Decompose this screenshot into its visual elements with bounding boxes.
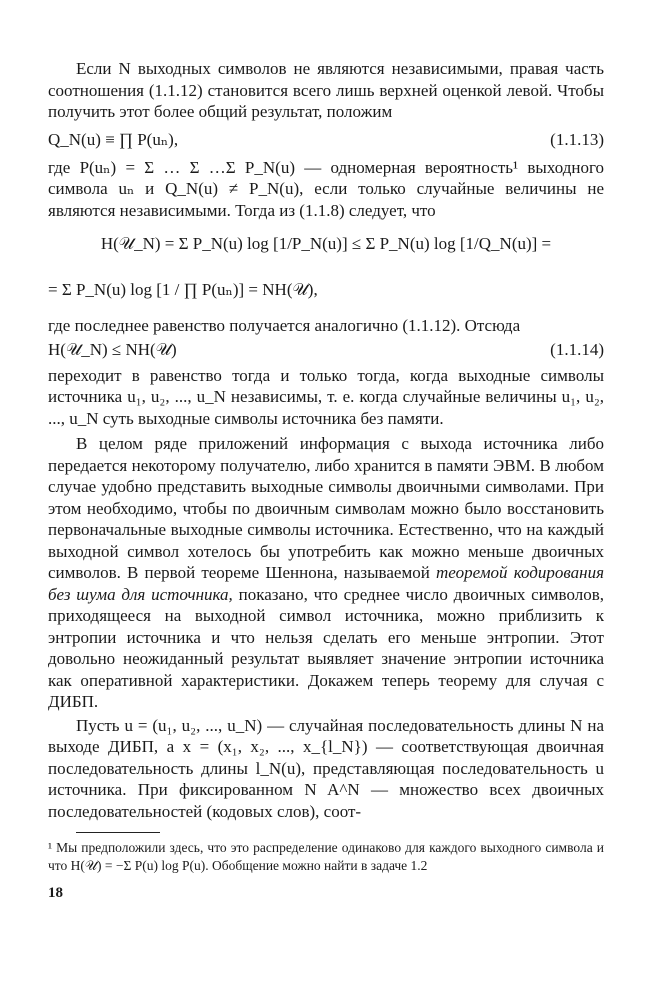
- paragraph-4: переходит в равенство тогда и только тогда, когда выходные символы источника u₁, u₂, ..., u_N независимы, т. е. когда случайные величины u₁, u₂, ..., u_N суть выходные символы источника без памяти.: [48, 365, 604, 428]
- equation-body: Q_N(u) ≡ ∏ P(uₙ),: [48, 129, 179, 149]
- paragraph-2: где P(uₙ) = Σ … Σ …Σ P_N(u) — одномерная вероятность¹ выходного символа uₙ и Q_N(u) ≠ P_N(u), если только случайные величины не являются независимыми. Тогда из (1.1.8) следует, что: [48, 157, 604, 220]
- paragraph-5-text: В целом ряде приложений информация с выхода источника либо передается некоторому получателю, либо хранится в памяти ЭВМ. В любом случае удобно представить выходные символы двоичными символами. При этом необходимо, чтобы по двоичным символам можно было восстановить первоначальные выходные символы источника. Естественно, что на каждый выходной символ хотелось бы употребить как можно меньше двоичных символов. В первой теореме Шеннона, называемой: [48, 434, 604, 582]
- footnote: ¹ Мы предположили здесь, что это распределение одинаково для каждого выходного символа и что H(𝒰) = −Σ P(u) log P(u). Обобщение можно найти в задаче 1.2: [48, 840, 604, 873]
- equation-body: = Σ P_N(u) log [1 / ∏ P(uₙ)] = NH(𝒰),: [48, 280, 318, 299]
- equation-number: (1.1.14): [550, 339, 604, 359]
- footnote-rule: [76, 832, 160, 833]
- equation-body: H(𝒰_N) ≤ NH(𝒰): [48, 339, 177, 359]
- paragraph-5: [48, 433, 604, 713]
- paragraph-5-text-cont: показано, что среднее число двоичных символов, приходящееся на выходной символ источника, можно приблизить к энтропии источника и что нельзя сделать его меньше энтропии. Этот довольно неожиданный результат выявляет значение энтропии источника как оперативной характеристики. Докажем теперь теорему для случая с ДИБП.: [48, 584, 604, 711]
- equation-number: (1.1.13): [550, 129, 604, 149]
- equation-entropy-sum: [48, 265, 604, 315]
- equation-1-1-14: [48, 337, 604, 365]
- equation-entropy-bound: [48, 221, 604, 265]
- paragraph-3: где последнее равенство получается аналогично (1.1.12). Отсюда: [48, 316, 521, 335]
- page-number: 18: [48, 885, 63, 901]
- paragraph-1: Если N выходных символов не являются независимыми, правая часть соотношения (1.1.12) становится всего лишь верхней оценкой левой. Чтобы получить этот более общий результат, положим: [48, 59, 604, 121]
- equation-body: H(𝒰_N) = Σ P_N(u) log [1/P_N(u)] ≤ Σ P_N(u) log [1/Q_N(u)] =: [100, 234, 552, 253]
- theorem-name: теоремой кодирования без шума для источника,: [48, 563, 604, 604]
- paragraph-6: Пусть u = (u₁, u₂, ..., u_N) — случайная последовательность длины N на выходе ДИБП, а x = (x₁, x₂, ..., x_{l_N}) — соответствующая двоичная последовательность длины l_N(u), представляющая последовательность u источника. При фиксированном N A^N — множество всех двоичных последовательностей (кодовых слов), соот-: [48, 715, 604, 821]
- equation-1-1-13: [48, 123, 604, 157]
- text-column: [48, 58, 604, 905]
